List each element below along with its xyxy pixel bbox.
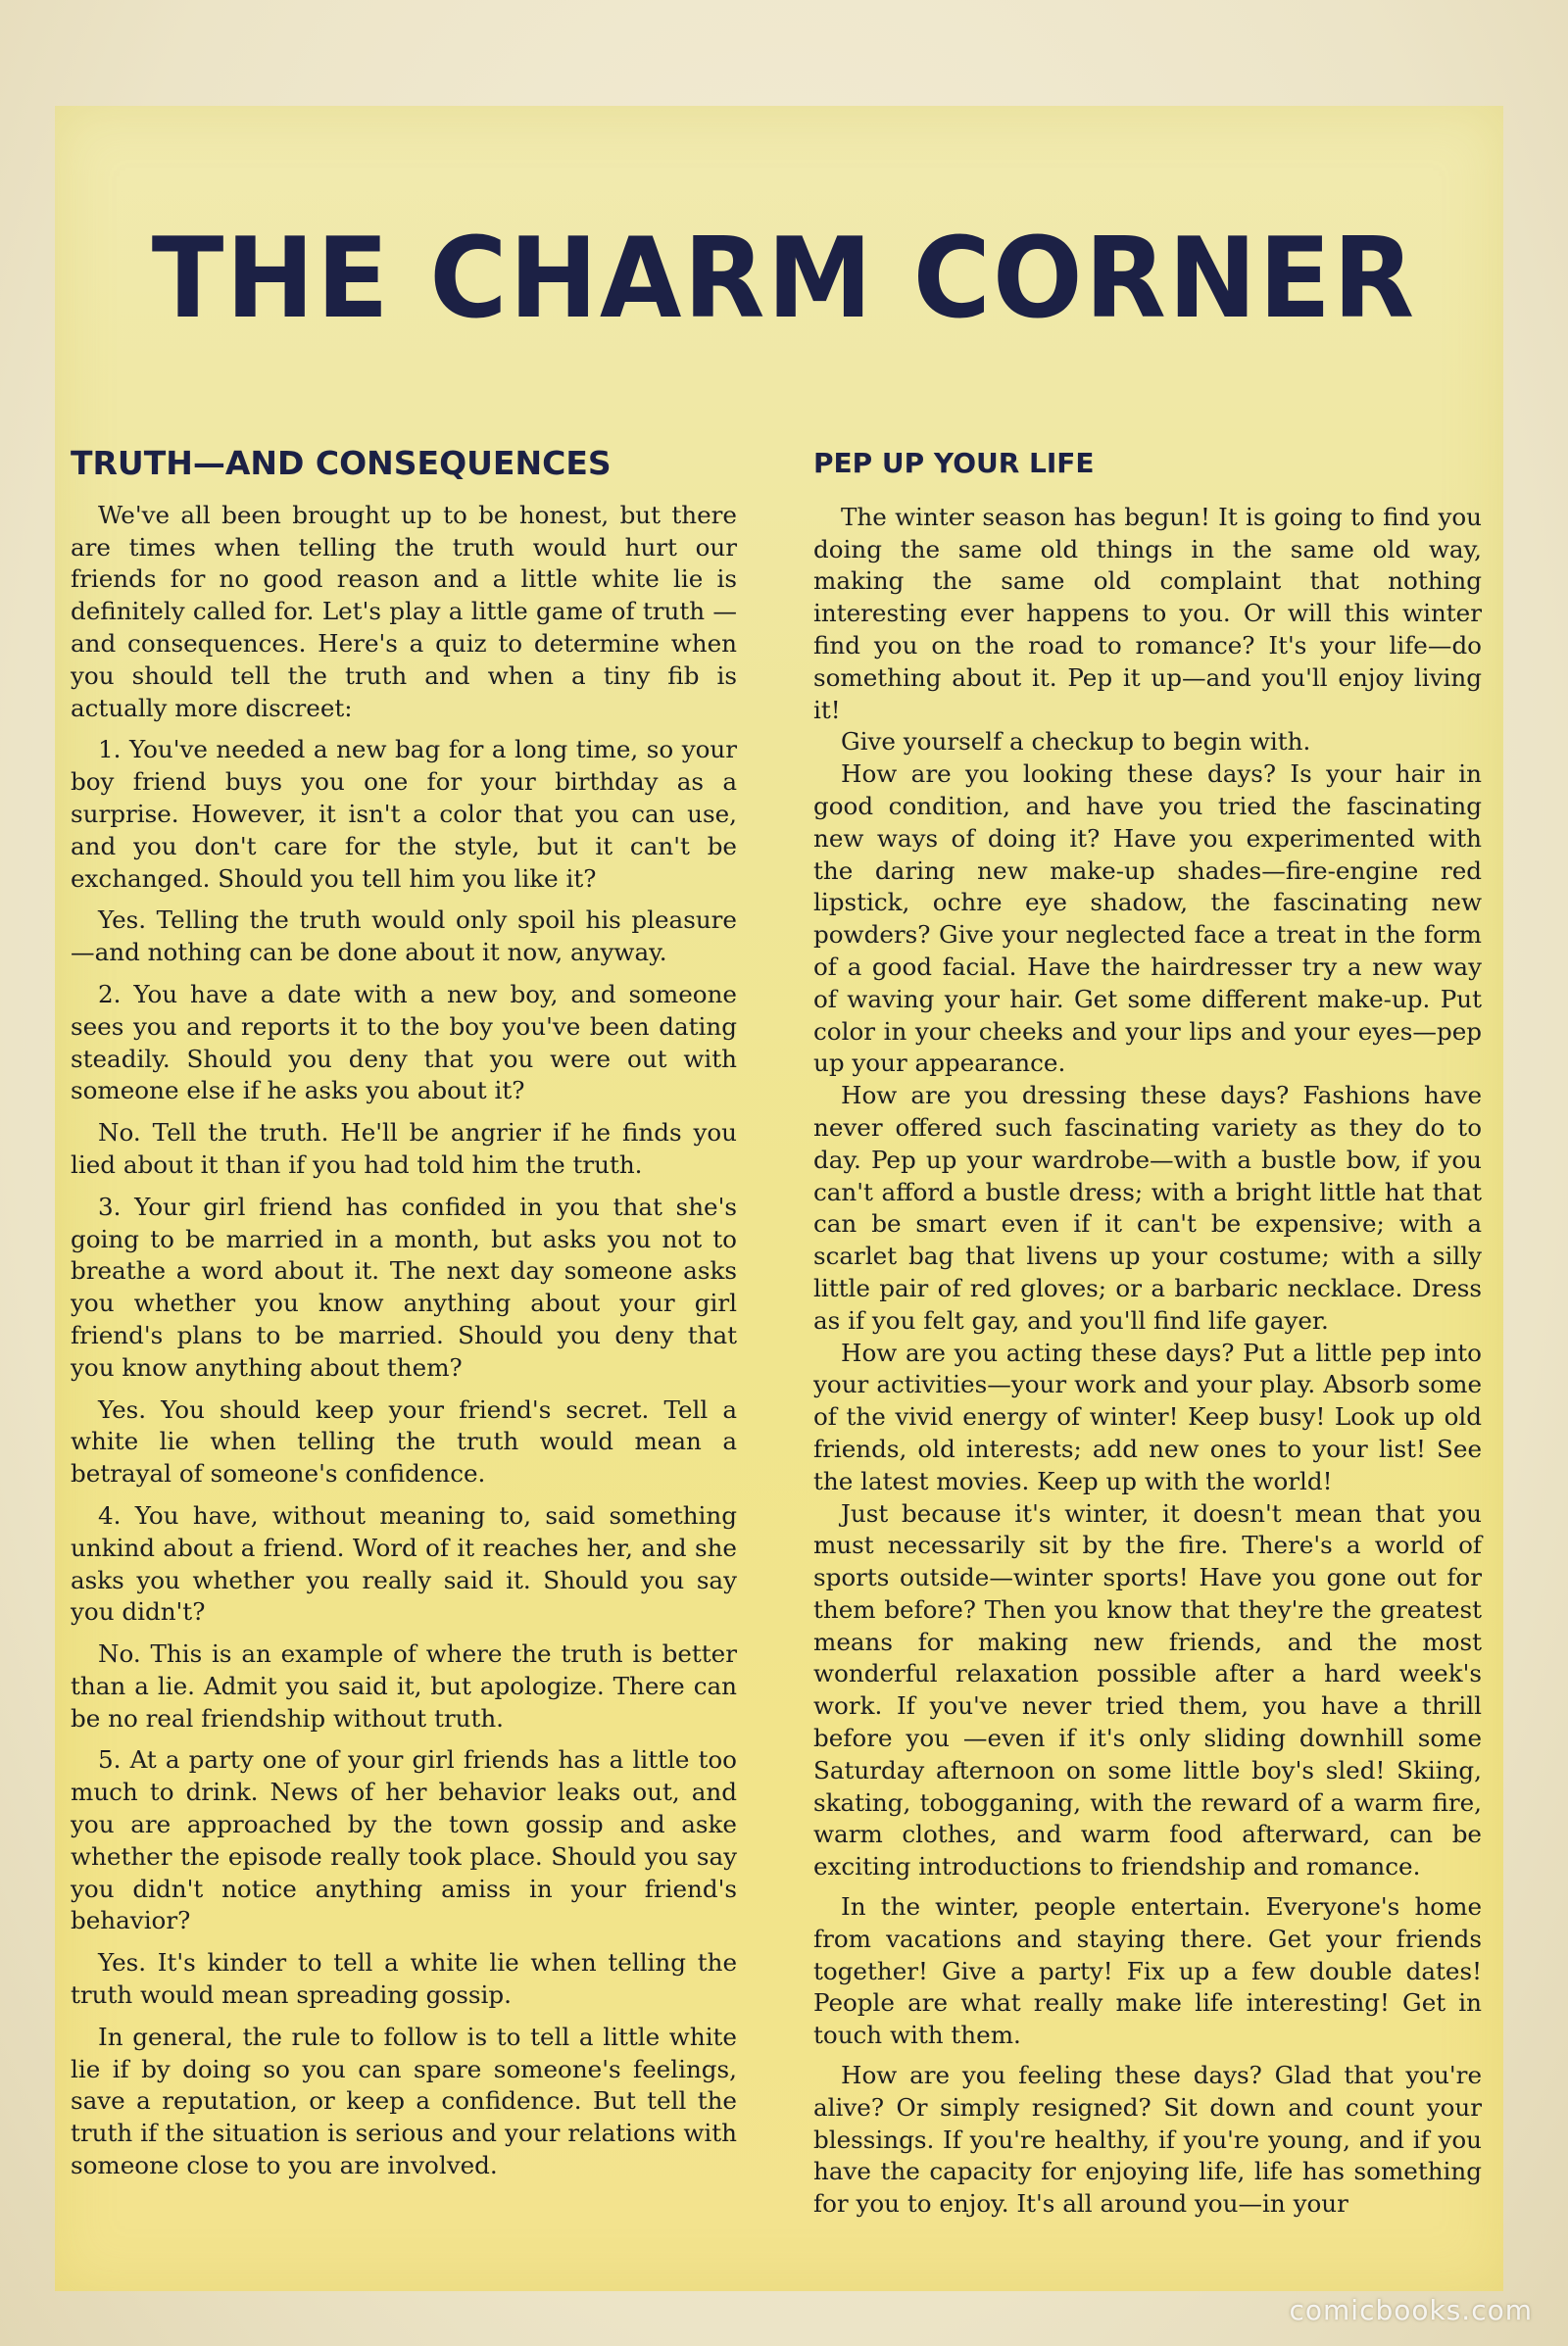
left-paragraph: 5. At a party one of your girl friends has a little too much to drink. News of her behavior leaks out, and you are approached by the town gossip and aske whether the episode really took place. Should you say you didn't notice anything amiss in your friend's behavior?: [71, 1745, 737, 1935]
right-paragraph: Just because it's winter, it doesn't mean that you must necessarily sit by the fire. There's a world of sports outside—winter sports! Have you gone out for them before? Then you know that they're the greatest means for making new friends, and the most wonderful relaxation possible after a hard week's work. If you've never tried them, you have a thrill before you —even if it's only sliding downhill some Saturday afternoon on some little boy's sled! Skiing, skating, tobogganing, with the reward of a warm fire, warm clothes, and warm food afterward, can be exciting introductions to friendship and romance.: [813, 1498, 1482, 1882]
right-paragraph: The winter season has begun! It is going to find you doing the same old things in the same old way, making the same old complaint that nothing interesting ever happens to you. Or will this winter find you on the road to romance? It's your life—do something about it. Pep it up—and you'll enjoy living it!: [813, 502, 1482, 724]
watermark: comicbooks.com: [1289, 2294, 1533, 2326]
right-paragraph: How are you looking these days? Is your hair in good condition, and have you tried the fascinating new ways of doing it? Have you experimented with the daring new make-up shades—fire-engine red lipstick, ochre eye shadow, the fascinating new powders? Give your neglected face a treat in the form of a good facial. Have the hairdresser try a new way of waving your hair. Get some different make-up. Put color in your cheeks and your lips and your eyes—pep up your appearance.: [813, 759, 1482, 1078]
left-paragraph: No. Tell the truth. He'll be angrier if he finds you lied about it than if you had told him the truth.: [71, 1118, 737, 1179]
left-paragraph: No. This is an example of where the truth is better than a lie. Admit you said it, but apologize. There can be no real friendship without truth.: [71, 1639, 737, 1733]
left-paragraph: 4. You have, without meaning to, said something unkind about a friend. Word of it reaches her, and she asks you whether you really said it. Should you say you didn't?: [71, 1500, 737, 1627]
left-paragraph: 2. You have a date with a new boy, and someone sees you and reports it to the boy you've been dating steadily. Should you deny that you were out with someone else if he asks you about it?: [71, 979, 737, 1105]
right-paragraph: In the winter, people entertain. Everyone's home from vacations and staying there. Get your friends together! Give a party! Fix up a few double dates! People are what really make life interesting! Get in touch with them.: [813, 1892, 1482, 2050]
right-heading: PEP UP YOUR LIFE: [813, 447, 1095, 479]
left-paragraph: Yes. It's kinder to tell a white lie when telling the truth would mean spreading gossip.: [71, 1948, 737, 2010]
right-column: [813, 446, 1482, 2221]
left-paragraph: We've all been brought up to be honest, but there are times when telling the truth would hurt our friends for no good reason and a little white lie is definitely called for. Let's play a little game of truth —and consequences. Here's a quiz to determine when you should tell the truth and when a tiny fib is actually more discreet:: [71, 500, 737, 722]
right-paragraph: How are you dressing these days? Fashions have never offered such fascinating variety as they do to day. Pep up your wardrobe—with a bustle bow, if you can't afford a bustle dress; with a bright little hat that can be smart even if it can't be expensive; with a scarlet bag that livens up your costume; with a silly little pair of red gloves; or a barbaric necklace. Dress as if you felt gay, and you'll find life gayer.: [813, 1081, 1482, 1335]
right-paragraph: How are you feeling these days? Glad that you're alive? Or simply resigned? Sit down and count your blessings. If you're healthy, if you're young, and if you have the capacity for enjoying life, life has something for you to enjoy. It's all around you—in your: [813, 2061, 1482, 2219]
left-paragraph: In general, the rule to follow is to tell a little white lie if by doing so you can spare someone's feelings, save a reputation, or keep a confidence. But tell the truth if the situation is serious and your relations with someone close to you are involved.: [71, 2022, 737, 2180]
left-column: [71, 446, 737, 2192]
left-heading: TRUTH—AND CONSEQUENCES: [71, 444, 612, 482]
page-title: THE CHARM CORNER: [151, 214, 1417, 344]
left-paragraph: 1. You've needed a new bag for a long time, so your boy friend buys you one for your birthday as a surprise. However, it isn't a color that you can use, and you don't care for the style, but it can't be exchanged. Should you tell him you like it?: [71, 735, 737, 893]
right-paragraph: How are you acting these days? Put a little pep into your activities—your work and your play. Absorb some of the vivid energy of winter! Keep busy! Look up old friends, old interests; add new ones to your list! See the latest movies. Keep up with the world!: [813, 1338, 1482, 1495]
left-paragraph: 3. Your girl friend has confided in you that she's going to be married in a month, but asks you not to breathe a word about it. The next day someone asks you whether you know anything about your girl friend's plans to be married. Should you deny that you know anything about them?: [71, 1192, 737, 1382]
right-paragraph: Give yourself a checkup to begin with.: [841, 727, 1311, 757]
left-paragraph: Yes. Telling the truth would only spoil his pleasure—and nothing can be done about it now, anyway.: [71, 905, 737, 967]
left-paragraph: Yes. You should keep your friend's secret. Tell a white lie when telling the truth would mean a betrayal of someone's confidence.: [71, 1394, 737, 1489]
